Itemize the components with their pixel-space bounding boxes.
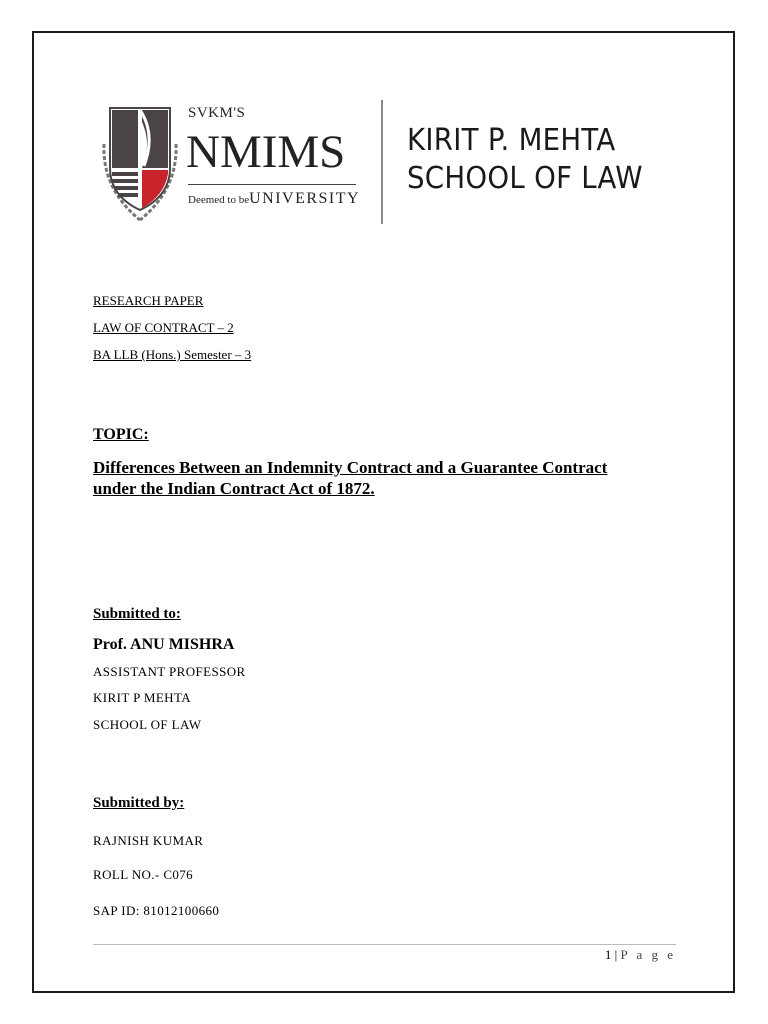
page-label: P a g e <box>620 947 676 962</box>
page-number: 1 <box>604 947 612 962</box>
university-text: UNIVERSITY <box>249 190 361 207</box>
sap-id: SAP ID: 81012100660 <box>93 903 220 918</box>
submitted-to-label: Submitted to: <box>93 606 181 622</box>
svkm-text: SVKM'S <box>188 105 246 121</box>
footer-rule <box>93 944 676 945</box>
nmims-wordmark: NMIMS <box>186 126 346 178</box>
meta-research-paper: RESEARCH PAPER <box>93 293 204 308</box>
student-name: RAJNISH KUMAR <box>93 833 204 848</box>
footer-separator: | <box>614 947 618 962</box>
topic-label: TOPIC: <box>93 426 149 443</box>
institution-line1: KIRIT P MEHTA <box>93 690 192 705</box>
professor-designation: ASSISTANT PROFESSOR <box>93 664 246 679</box>
topic-title: Differences Between an Indemnity Contract and a Guarantee Contract under the Indian Contract Act of 1872. <box>93 458 608 498</box>
deemed-small-text: Deemed to be <box>188 194 250 206</box>
submitted-by-label: Submitted by: <box>93 795 185 811</box>
logo-divider <box>381 100 383 224</box>
school-name-line1: KIRIT P. MEHTA <box>407 123 616 158</box>
meta-semester: BA LLB (Hons.) Semester – 3 <box>93 347 252 362</box>
nmims-emblem-logo <box>100 104 180 224</box>
meta-subject: LAW OF CONTRACT – 2 <box>93 320 234 335</box>
institution-line2: SCHOOL OF LAW <box>93 717 202 732</box>
school-name-line2: SCHOOL OF LAW <box>407 161 643 196</box>
professor-name: Prof. ANU MISHRA <box>93 636 235 653</box>
header-logo <box>100 96 680 226</box>
deemed-university-text <box>188 190 360 208</box>
roll-number: ROLL NO.- C076 <box>93 867 194 882</box>
school-name <box>407 122 643 198</box>
page-footer <box>605 947 676 963</box>
logo-rule <box>188 184 356 185</box>
